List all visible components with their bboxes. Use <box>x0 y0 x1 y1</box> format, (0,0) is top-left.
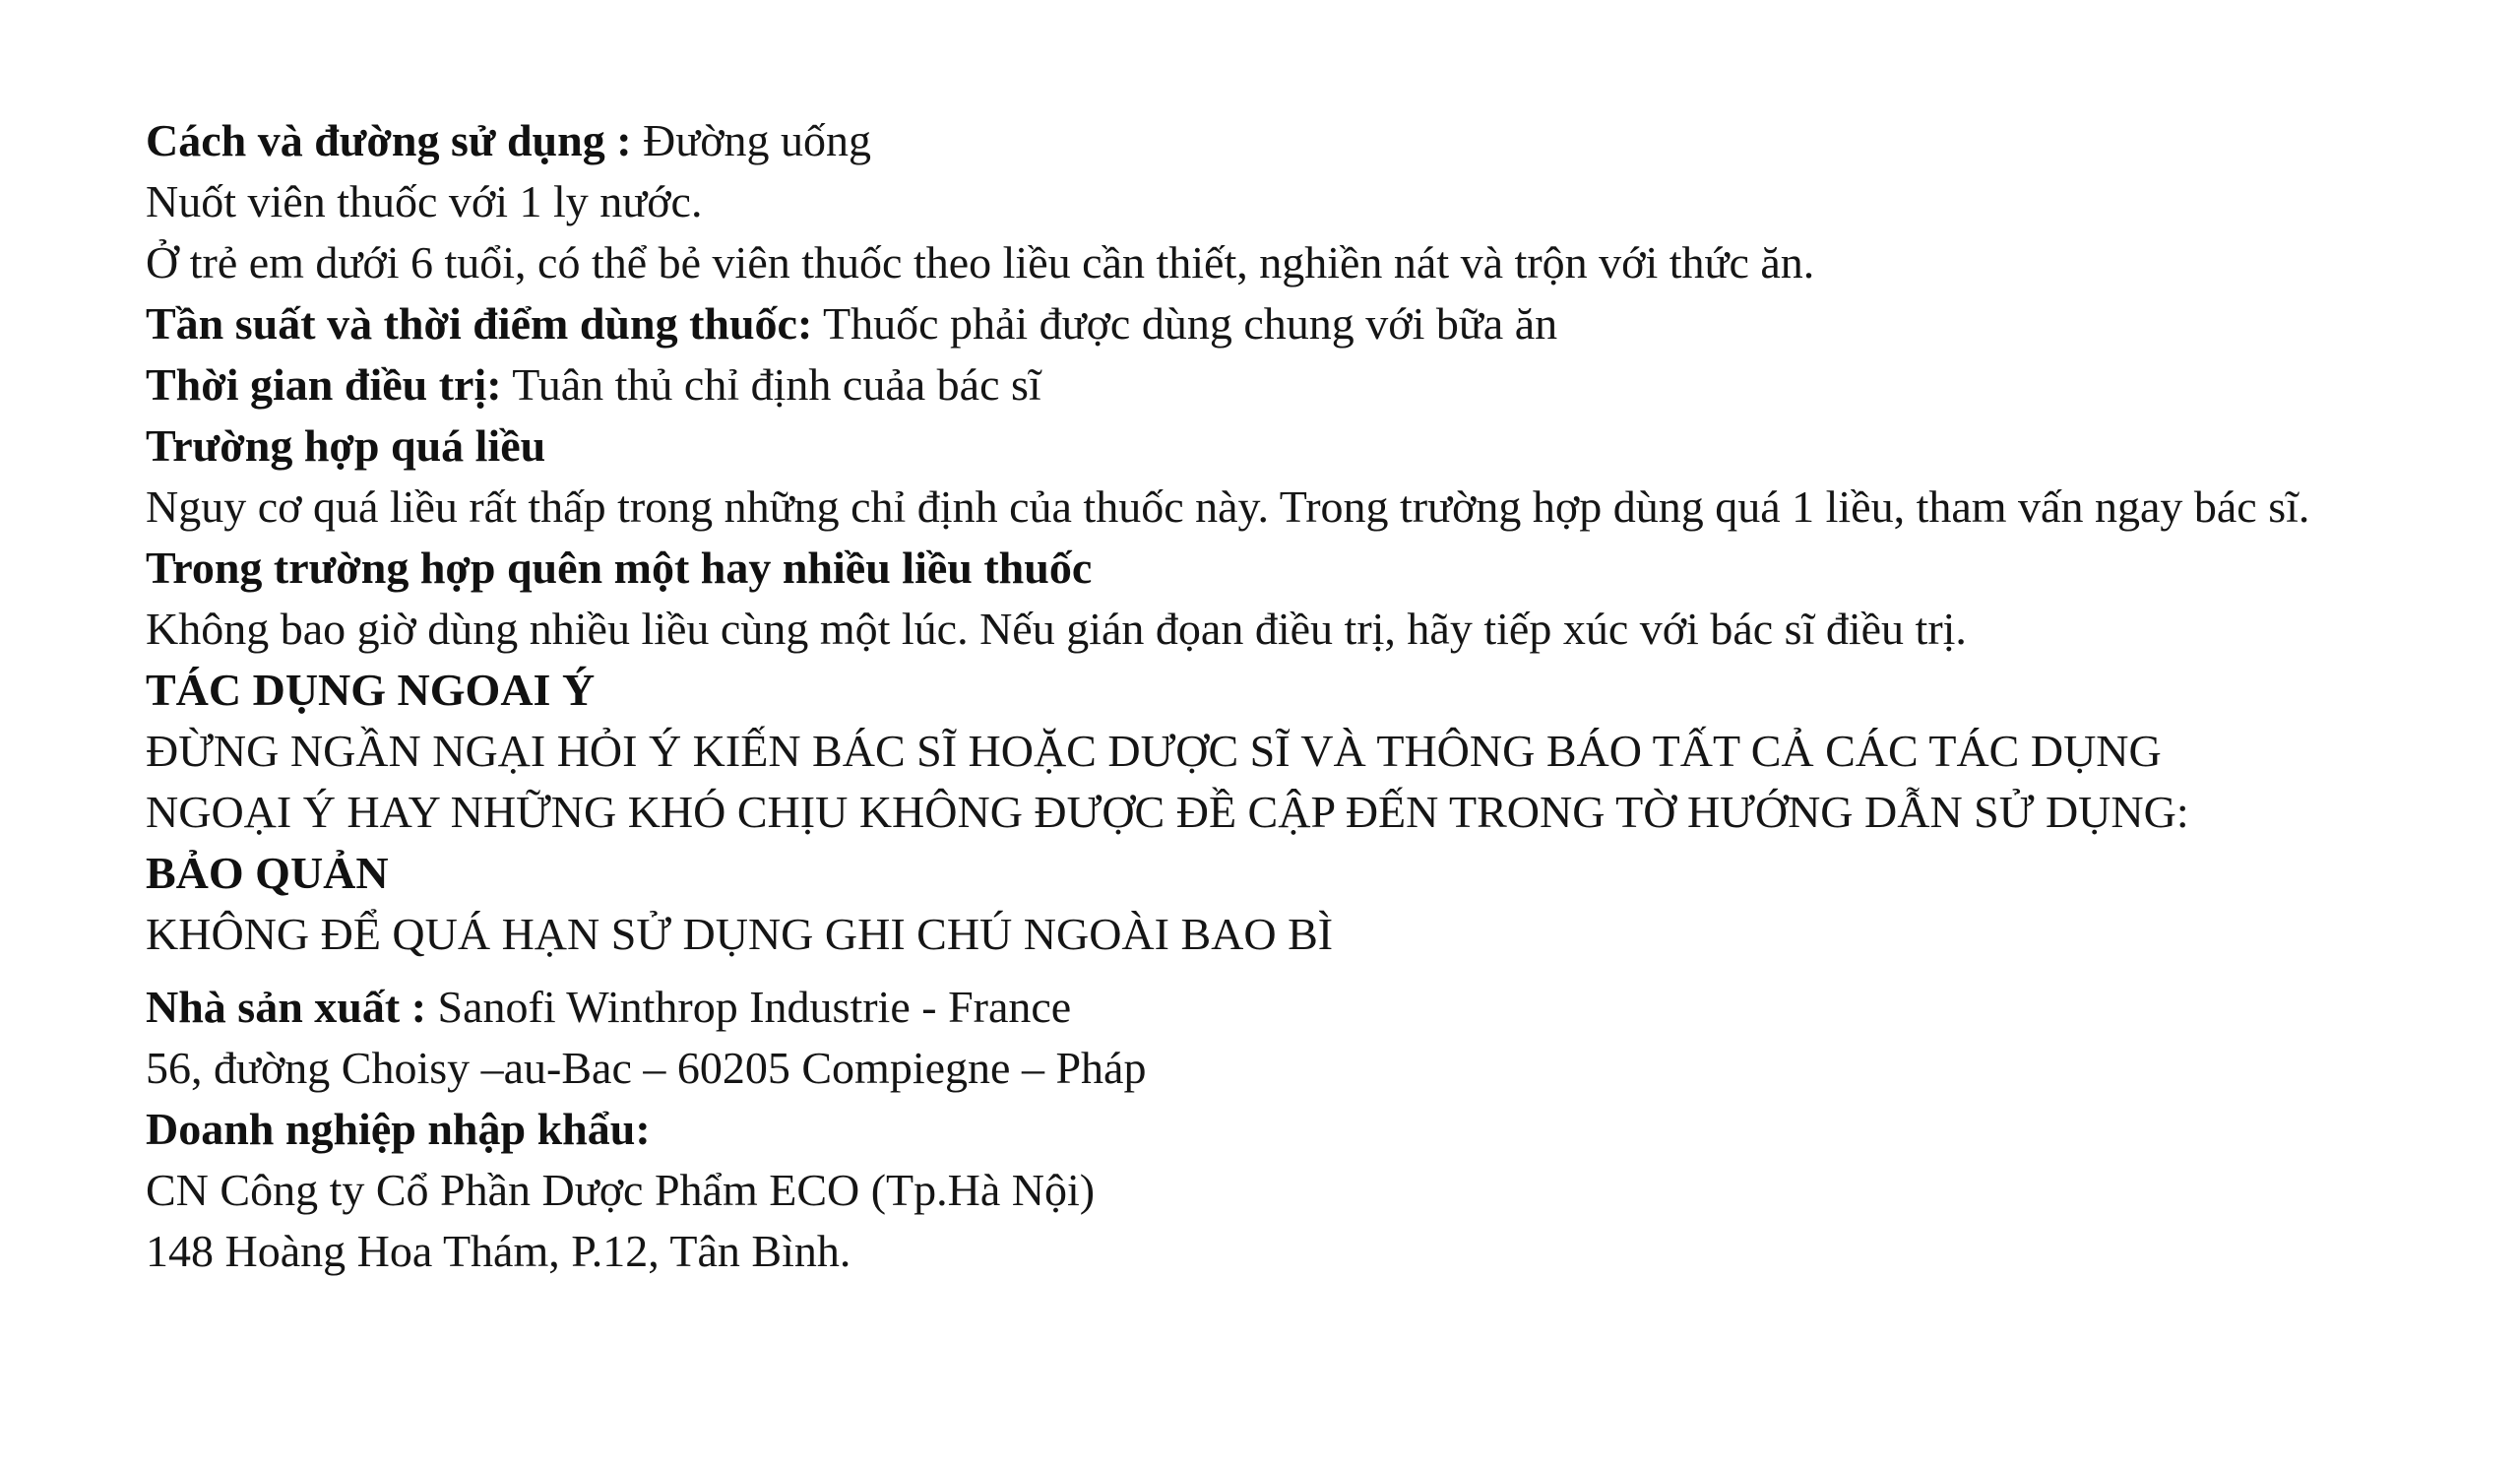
missed-dose-heading: Trong trường hợp quên một hay nhiều liều thuốc <box>146 543 1093 593</box>
usage-instruction-2: Ở trẻ em dưới 6 tuổi, có thể bẻ viên thuốc theo liều cần thiết, nghiền nát và trộn với thức ăn. <box>146 237 1815 288</box>
storage-heading: BẢO QUẢN <box>146 848 389 898</box>
missed-dose-text: Không bao giờ dùng nhiều liều cùng một lúc. Nếu gián đọan điều trị, hãy tiếp xúc với bác sĩ điều trị. <box>146 604 1967 654</box>
side-effects-text-1: ĐỪNG NGẦN NGẠI HỎI Ý KIẾN BÁC SĨ HOẶC DƯỢC SĨ VÀ THÔNG BÁO TẤT CẢ CÁC TÁC DỤNG <box>146 726 2162 776</box>
duration-line <box>146 354 2429 415</box>
usage-value: Đường uống <box>631 115 872 165</box>
side-effects-text-2: NGOẠI Ý HAY NHỮNG KHÓ CHỊU KHÔNG ĐƯỢC ĐỀ CẬP ĐẾN TRONG TỜ HƯỚNG DẪN SỬ DỤNG: <box>146 787 2189 837</box>
frequency-line <box>146 293 2429 354</box>
usage-line <box>146 110 2429 171</box>
side-effects-heading: TÁC DỤNG NGOAI Ý <box>146 665 596 715</box>
manufacturer-label: Nhà sản xuất : <box>146 982 427 1032</box>
overdose-text: Nguy cơ quá liều rất thấp trong những chỉ định của thuốc này. Trong trường hợp dùng quá 1 liều, tham vấn ngay bác sĩ. <box>146 481 2310 532</box>
overdose-heading: Trường hợp quá liều <box>146 420 546 471</box>
duration-value: Tuân thủ chỉ định cuảa bác sĩ <box>501 359 1041 410</box>
frequency-label: Tần suất và thời điểm dùng thuốc: <box>146 298 813 349</box>
usage-instruction-1: Nuốt viên thuốc với 1 ly nước. <box>146 176 703 226</box>
importer-label: Doanh nghiệp nhập khẩu: <box>146 1104 651 1154</box>
usage-label: Cách và đường sử dụng : <box>146 115 632 165</box>
leaflet-document <box>146 110 2429 1282</box>
manufacturer-value: Sanofi Winthrop Industrie - France <box>426 982 1072 1032</box>
manufacturer-address: 56, đường Choisy –au-Bac – 60205 Compiegne – Pháp <box>146 1043 1147 1093</box>
frequency-value: Thuốc phải được dùng chung với bữa ăn <box>812 298 1558 349</box>
importer-name: CN Công ty Cổ Phần Dược Phẩm ECO (Tp.Hà Nội) <box>146 1165 1096 1215</box>
importer-address: 148 Hoàng Hoa Thám, P.12, Tân Bình. <box>146 1226 851 1276</box>
storage-text: KHÔNG ĐỂ QUÁ HẠN SỬ DỤNG GHI CHÚ NGOÀI BAO BÌ <box>146 909 1334 959</box>
duration-label: Thời gian điều trị: <box>146 359 502 410</box>
manufacturer-line <box>146 977 2429 1038</box>
